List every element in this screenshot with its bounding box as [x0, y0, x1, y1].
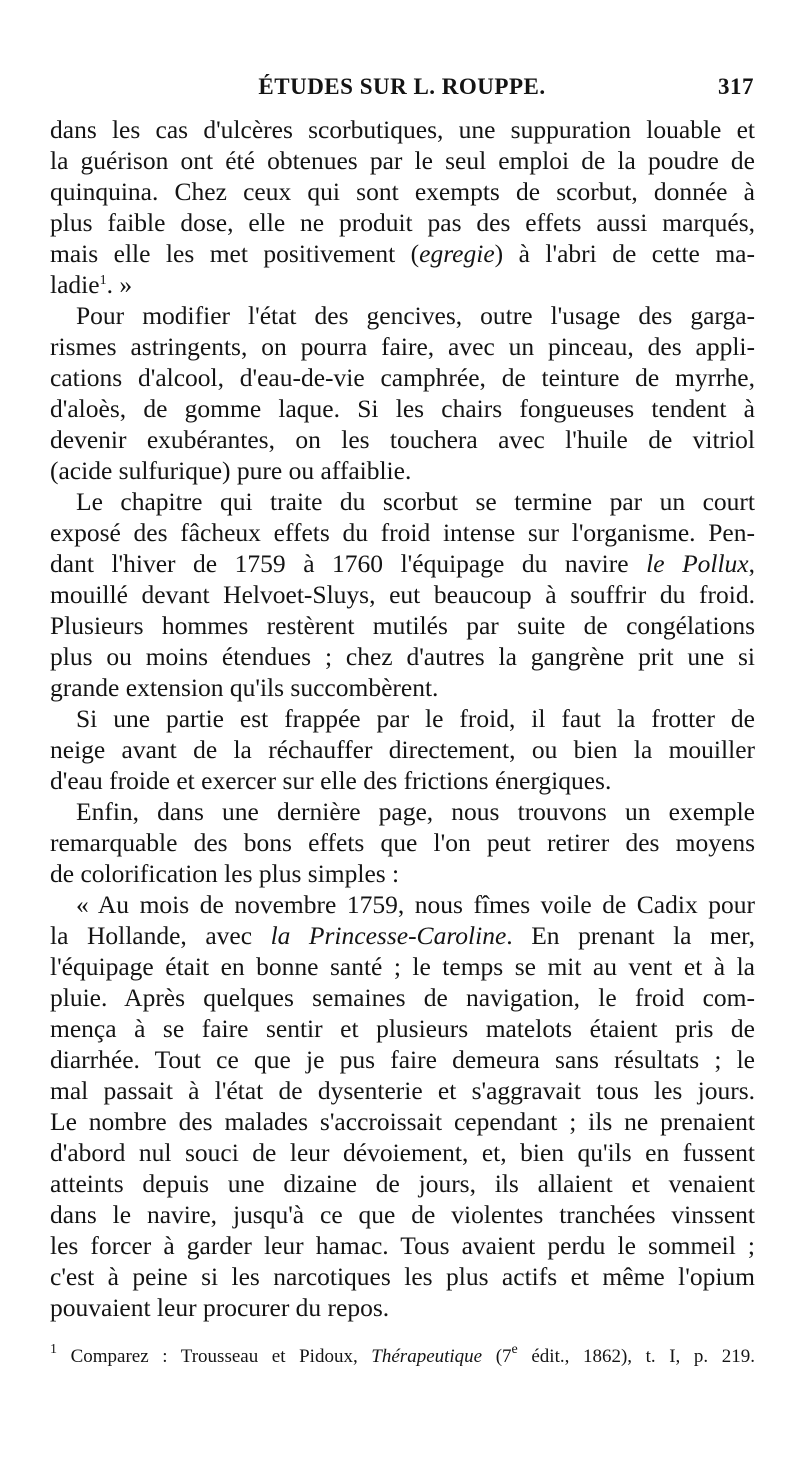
text-line: remarquable des bons effets que l'on peut retirer des moyens	[50, 828, 755, 857]
footnote: $^1$ Comparez : Trousseau et Pidoux, Thérapeutique (7e édit., 1862), t. I, p. 219.	[50, 1342, 755, 1367]
text-line: d'eau froide et exercer sur elle des frictions énergiques.	[50, 766, 612, 795]
text-line: plus ou moins étendues ; chez d'autres la gangrène prit une si	[50, 642, 755, 671]
text-line: Le chapitre qui traite du scorbut se termine par un court	[76, 487, 755, 516]
text-line: pouvaient leur procurer du repos.	[50, 1293, 390, 1322]
text-line: devenir exubérantes, on les touchera avec l'huile de vitriol	[50, 425, 755, 454]
text-line: dant l'hiver de 1759 à 1760 l'équipage du navire le Pollux,	[50, 549, 756, 578]
text-line: mouillé devant Helvoet-Sluys, eut beaucoup à souffrir du froid.	[50, 580, 755, 609]
text-line: de colorification les plus simples :	[50, 859, 400, 888]
text-line: ladie$^1$. »	[50, 270, 133, 299]
text-line: d'abord nul souci de leur dévoiement, et, bien qu'ils en fussent	[50, 1138, 755, 1167]
text-line: Si une partie est frappée par le froid, il faut la frotter de	[76, 704, 755, 733]
text-line: atteints depuis une dizaine de jours, ils allaient et venaient	[50, 1169, 755, 1198]
text-line: (acide sulfurique) pure ou affaiblie.	[50, 456, 412, 485]
text-line: dans les cas d'ulcères scorbutiques, une suppuration louable et	[50, 115, 755, 144]
text-line: pluie. Après quelques semaines de navigation, le froid com-	[50, 983, 755, 1012]
text-line: Pour modifier l'état des gencives, outre l'usage des garga-	[76, 301, 755, 330]
page-number: 317	[718, 74, 754, 99]
text-line: mais elle les met positivement (egregie) à l'abri de cette ma-	[50, 239, 755, 268]
text-line: mença à se faire sentir et plusieurs matelots étaient pris de	[50, 1014, 755, 1043]
text-line: grande extension qu'ils succombèrent.	[50, 673, 439, 702]
text-line: Enfin, dans une dernière page, nous trouvons un exemple	[76, 797, 755, 826]
text-line: Le nombre des malades s'accroissait cependant ; ils ne prenaient	[50, 1107, 755, 1136]
running-title: ÉTUDES SUR L. ROUPPE.	[258, 74, 546, 99]
text-line: rismes astringents, on pourra faire, avec un pinceau, des appli-	[50, 332, 755, 361]
text-line: les forcer à garder leur hamac. Tous avaient perdu le sommeil ;	[50, 1231, 755, 1260]
text-line: diarrhée. Tout ce que je pus faire demeura sans résultats ; le	[50, 1045, 755, 1074]
text-line: d'aloès, de gomme laque. Si les chairs fongueuses tendent à	[50, 394, 755, 423]
text-line: plus faible dose, elle ne produit pas des effets aussi marqués,	[50, 208, 755, 237]
text-line: mal passait à l'état de dysenterie et s'aggravait tous les jours.	[50, 1076, 755, 1105]
text-line: la Hollande, avec la Princesse-Caroline. En prenant la mer,	[50, 921, 756, 950]
text-line: cations d'alcool, d'eau-de-vie camphrée, de teinture de myrrhe,	[50, 363, 755, 392]
text-line: exposé des fâcheux effets du froid intense sur l'organisme. Pen-	[50, 518, 755, 547]
text-line: la guérison ont été obtenues par le seul emploi de la poudre de	[50, 146, 755, 175]
text-line: l'équipage était en bonne santé ; le temps se mit au vent et à la	[50, 952, 755, 981]
text-line: Plusieurs hommes restèrent mutilés par suite de congélations	[50, 611, 755, 640]
text-line: neige avant de la réchauffer directement, ou bien la mouiller	[50, 735, 755, 764]
text-line: « Au mois de novembre 1759, nous fîmes voile de Cadix pour	[76, 890, 755, 919]
text-line: quinquina. Chez ceux qui sont exempts de scorbut, donnée à	[50, 177, 755, 206]
page-header	[50, 74, 754, 106]
text-line: dans le navire, jusqu'à ce que de violentes tranchées vinssent	[50, 1200, 755, 1229]
text-line: c'est à peine si les narcotiques les plus actifs et même l'opium	[50, 1262, 755, 1291]
